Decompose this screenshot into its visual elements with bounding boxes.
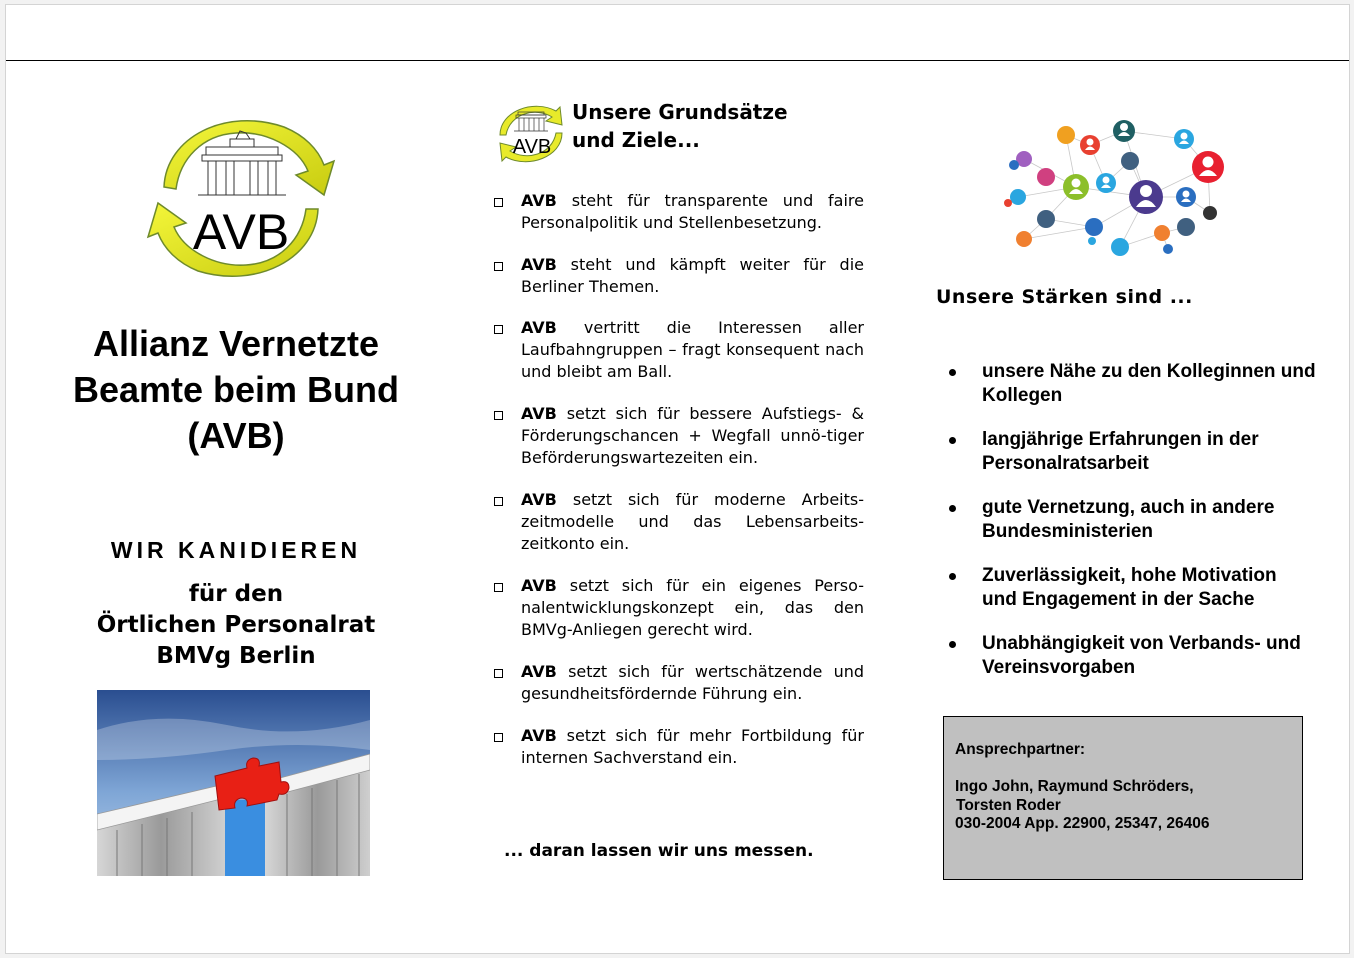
candidacy-subheading: für den Örtlichen Personalrat BMVg Berlin [96,581,376,669]
puzzle-bridge-image [97,690,370,876]
checkbox-bullet-icon [494,669,503,678]
list-item: AVB steht und kämpft weiter für die Berliner Themen. [494,254,864,298]
contact-label: Ansprechpartner: [955,741,1086,758]
principles-list [494,190,864,789]
network-people-icon [996,109,1224,261]
bullet-icon [949,437,956,444]
avb-logo [136,109,346,289]
checkbox-bullet-icon [494,262,503,271]
list-item: langjährige Erfahrungen in der Personalratsarbeit [946,428,1316,476]
contact-phone: 030-2004 App. 22900, 25347, 26406 [955,815,1210,832]
logo-text: AVB [192,204,290,260]
flyer-page [5,4,1350,954]
bullet-icon [949,641,956,648]
checkbox-bullet-icon [494,497,503,506]
checkbox-bullet-icon [494,583,503,592]
main-title: Allianz Vernetzte Beamte beim Bund (AVB) [72,323,400,456]
list-item: AVB setzt sich für bessere Aufstiegs- & Förderungschancen + Wegfall unnö-tiger Beförderungswartezeiten ein. [494,403,864,469]
contact-box [943,716,1303,880]
list-item: AVB setzt sich für moderne Arbeits-zeitmodelle und das Lebensarbeits-zeitkonto ein. [494,489,864,555]
list-item: unsere Nähe zu den Kolleginnen und Kollegen [946,360,1316,408]
header-rule [6,60,1349,61]
checkbox-bullet-icon [494,325,503,334]
contact-names: Ingo John, Raymund Schröders, [955,778,1194,795]
strengths-title: Unsere Stärken sind ... [936,286,1193,308]
list-item: gute Vernetzung, auch in andere Bundesministerien [946,496,1316,544]
bullet-icon [949,505,956,512]
checkbox-bullet-icon [494,733,503,742]
closing-line: ... daran lassen wir uns messen. [504,841,814,861]
candidacy-heading: WIR KANIDIEREN [110,537,362,563]
bullet-icon [949,573,956,580]
checkbox-bullet-icon [494,411,503,420]
bullet-icon [949,369,956,376]
list-item: AVB setzt sich für wertschätzende und gesundheitsfördernde Führung ein. [494,661,864,705]
checkbox-bullet-icon [494,198,503,207]
list-item: AVB vertritt die Interessen aller Laufbahngruppen – fragt konsequent nach und bleibt am Ball. [494,317,864,383]
list-item: AVB setzt sich für ein eigenes Perso-nalentwicklungskonzept ein, das den BMVg-Anliegen gerecht wird. [494,575,864,641]
list-item: Unabhängigkeit von Verbands- und Vereinsvorgaben [946,632,1316,680]
list-item: Zuverlässigkeit, hohe Motivation und Engagement in der Sache [946,564,1316,612]
svg-text:AVB: AVB [512,136,552,158]
strengths-list [946,360,1316,700]
contact-names-2: Torsten Roder [956,797,1061,814]
avb-logo-small [494,101,568,167]
principles-title: Unsere Grundsätze und Ziele... [572,100,788,152]
list-item: AVB steht für transparente und faire Personalpolitik und Stellenbesetzung. [494,190,864,234]
list-item: AVB setzt sich für mehr Fortbildung für internen Sachverstand ein. [494,725,864,769]
